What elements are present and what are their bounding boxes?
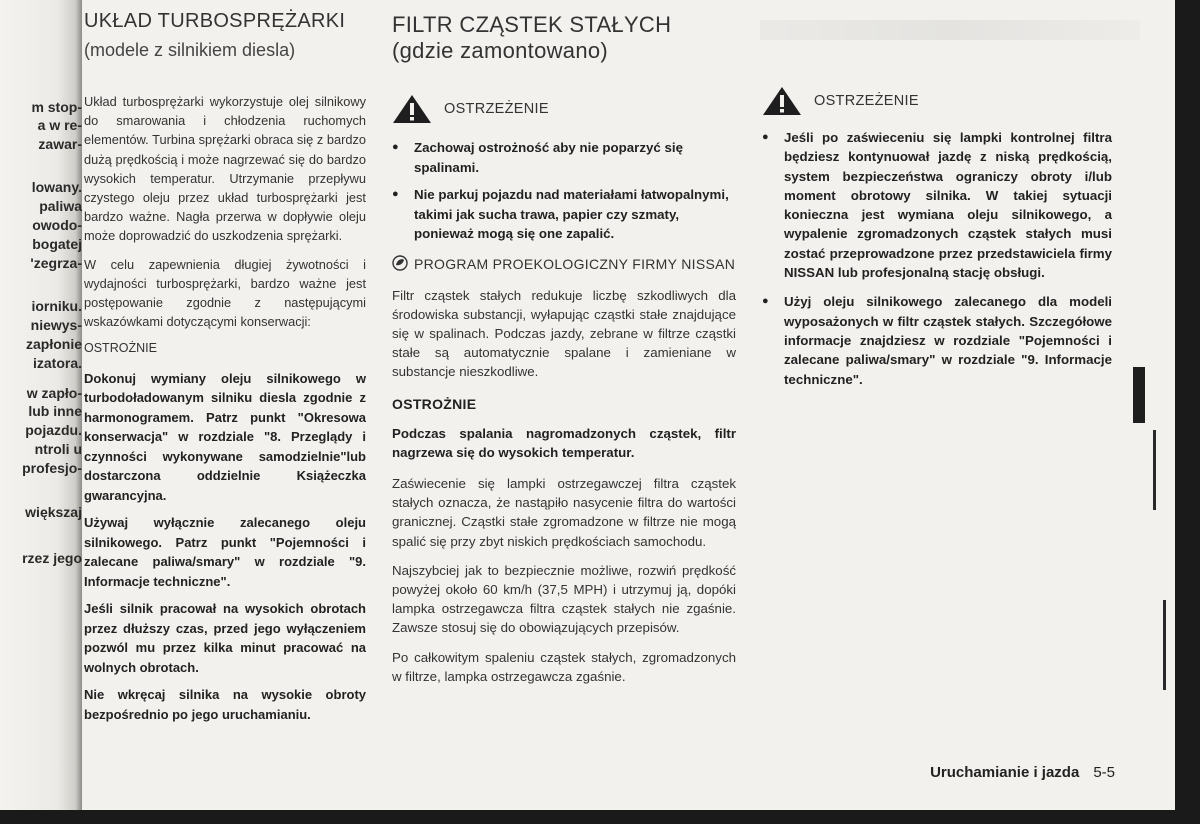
gutter-line: lowany. [31, 179, 82, 195]
gutter-line: większaj [25, 504, 82, 520]
turbo-intro-paragraph: Układ turbosprężarki wykorzystuje olej silnikowy do smarowania i chłodzenia ruchomych elementów. Turbina sprężarki obraca się z bardzo dużą prędkością i może nagrzewać się do bardzo wysokich temperatur. Utrzymanie przepływu czystego oleju przez układ turbosprężarki jest bardzo ważne. Nagła przerwa w dopływie oleju może doprowadzić do uszkodzenia sprężarki. [84, 94, 366, 244]
gutter-line: iorniku. [31, 298, 82, 314]
nissan-eco-program-label: PROGRAM PROEKOLOGICZNY FIRMY NISSAN [414, 255, 736, 272]
turbo-caution-oil-change: Dokonuj wymiany oleju silnikowego w turbodoładowanym silniku diesla zgodnie z harmonogramem. Patrz punkt "Okresowa konserwacja" w rozdziale "8. Przeglądy i czynności wykonywane samodzielnie"lub dostarczona oddzielnie Książeczka gwarancyjna. [84, 370, 366, 503]
turbo-caution-no-rev: Nie wkręcaj silnika na wysokie obroty bezpośrednio po jego uruchamianiu. [84, 687, 366, 722]
page-edge-mark [1163, 600, 1166, 690]
gutter-line: pojazdu. [25, 422, 82, 438]
right-warning-oil: ● Użyj oleju silnikowego zalecanego dla modeli wyposażonych w filtr cząstek stałych. Szczegółowe informacje znajdziesz w rozdziale "Pojemności i zalecane paliwa/smary" w rozdziale "9. Informacje techniczne". [762, 292, 1112, 388]
bleed-through-shadow [760, 20, 1140, 40]
nissan-eco-program-title [392, 254, 736, 274]
dpf-caution-text: Podczas spalania nagromadzonych cząstek, filtr nagrzewa się do wysokich temperatur. [392, 425, 736, 460]
gutter-line: m stop- [31, 99, 82, 115]
footer-section-name: Uruchamianie i jazda [930, 764, 1080, 781]
gutter-line: izatora. [32, 355, 82, 371]
turbo-caution-recommended-oil: Używaj wyłącznie zalecanego oleju silnikowego. Patrz punkt "Pojemności i zalecane paliwa/smary" w rozdziale "9. Informacje techniczne". [84, 515, 366, 589]
gutter-line: 'zegrza- [30, 255, 82, 271]
dpf-paragraph-complete: Po całkowitym spaleniu cząstek stałych, zgromadzonych w filtrze, lampka ostrzegawcza zgaśnie. [392, 649, 736, 684]
gutter-line: ntroli u [34, 441, 82, 457]
turbo-maintenance-paragraph: W celu zapewnienia długiej żywotności i wydajności turbosprężarki, bardzo ważne jest postępowanie zgodnie z następującymi wskazówkami dotyczącymi konserwacji: [84, 256, 366, 330]
gutter-line: zawar- [38, 136, 82, 152]
turbo-caution-idle: Jeśli silnik pracował na wysokich obrotach przez dłuższy czas, przed jego wyłączeniem pozwól mu przez kilka minut pracować na wolnych obrotach. [84, 601, 366, 675]
chapter-tab-marker [1133, 367, 1145, 423]
dpf-caution-title: OSTROŻNIE [392, 395, 477, 412]
gutter-line: owodo- [32, 217, 82, 233]
gutter-line: rzez jego [22, 550, 82, 566]
gutter-line: zapłonie [25, 336, 82, 352]
dpf-paragraph-regeneration: Najszybciej jak to bezpiecznie możliwe, rozwiń prędkość powyżej około 60 km/h (37,5 MPH) i utrzymuj ją, dopóki lampka ostrzegawcza filtra cząstek stałych nie zgaśnie. Zawsze stosuj się do obowiązujących przepisów. [392, 562, 736, 636]
turbo-caution-title: OSTROŻNIE [84, 341, 157, 356]
warning-triangle-icon [392, 94, 432, 124]
turbo-section-subtitle: (modele z silnikiem diesla) [84, 40, 296, 60]
gutter-line: a w re- [37, 117, 82, 133]
gutter-line: paliwa [39, 198, 82, 214]
dpf-warning-label: OSTRZEŻENIE [444, 101, 549, 117]
right-warning-header [762, 86, 1112, 116]
page-edge-mark [1153, 430, 1156, 510]
dpf-warning-header [392, 94, 736, 124]
right-warning-low-speed: ● Jeśli po zaświeceniu się lampki kontrolnej filtra będziesz kontynuował jazdę z niską prędkością, system bezpieczeństwa ograniczy obroty i/lub moment obrotowy silnika. W takiej sytuacji konieczna jest wymiana oleju silnikowego, a wypalenie zgromadzonych cząstek stałych musi zostać przeprowadzone przez przedstawiciela firmy NISSAN lub profesjonalną stację obsługi. [762, 128, 1112, 282]
dpf-description: Filtr cząstek stałych redukuje liczbę szkodliwych dla środowiska substancji, wyłapując cząstki stałe znajdujące się w spalinach. Podczas jazdy, zebrane w filtrze cząstki stałe są automatycznie spalane i zamieniane w substancje nieszkodliwe. [392, 287, 736, 380]
gutter-line: lub inne [28, 403, 82, 419]
dpf-warning-burn: ● Zachowaj ostrożność aby nie poparzyć się spalinami. [392, 138, 736, 177]
gutter-line: profesjo- [22, 460, 82, 476]
dpf-section-title: FILTR CZĄSTEK STAŁYCH (gdzie zamontowano) [392, 12, 672, 63]
right-warning-label: OSTRZEŻENIE [814, 93, 919, 109]
gutter-previous-page [0, 0, 82, 810]
dpf-paragraph-saturation: Zaświecenie się lampki ostrzegawczej filtra cząstek stałych oznacza, że nastąpiło nasycenie filtra do wartości granicznej. Cząstki stałe zgromadzone w filtrze nie mogą spalić się przy zbyt niskich prędkościach samochodu. [392, 475, 736, 549]
warning-triangle-icon [762, 86, 802, 116]
right-warning-list [762, 128, 1112, 389]
gutter-line: bogatej [32, 236, 82, 252]
eco-leaf-icon [392, 255, 408, 271]
gutter-line: niewys- [30, 317, 82, 333]
turbo-section-title: UKŁAD TURBOSPRĘŻARKI [84, 10, 346, 32]
page-footer [930, 764, 1115, 781]
gutter-line: w zapło- [26, 385, 82, 401]
page-number: 5-5 [1093, 764, 1115, 781]
right-column [762, 86, 1112, 397]
dpf-warning-flammable: ● Nie parkuj pojazdu nad materiałami łatwopalnymi, takimi jak sucha trawa, papier czy szmaty, ponieważ mogą się one zapalić. [392, 185, 736, 244]
left-column [84, 8, 366, 724]
middle-column [392, 12, 736, 686]
dpf-warning-list [392, 138, 736, 244]
